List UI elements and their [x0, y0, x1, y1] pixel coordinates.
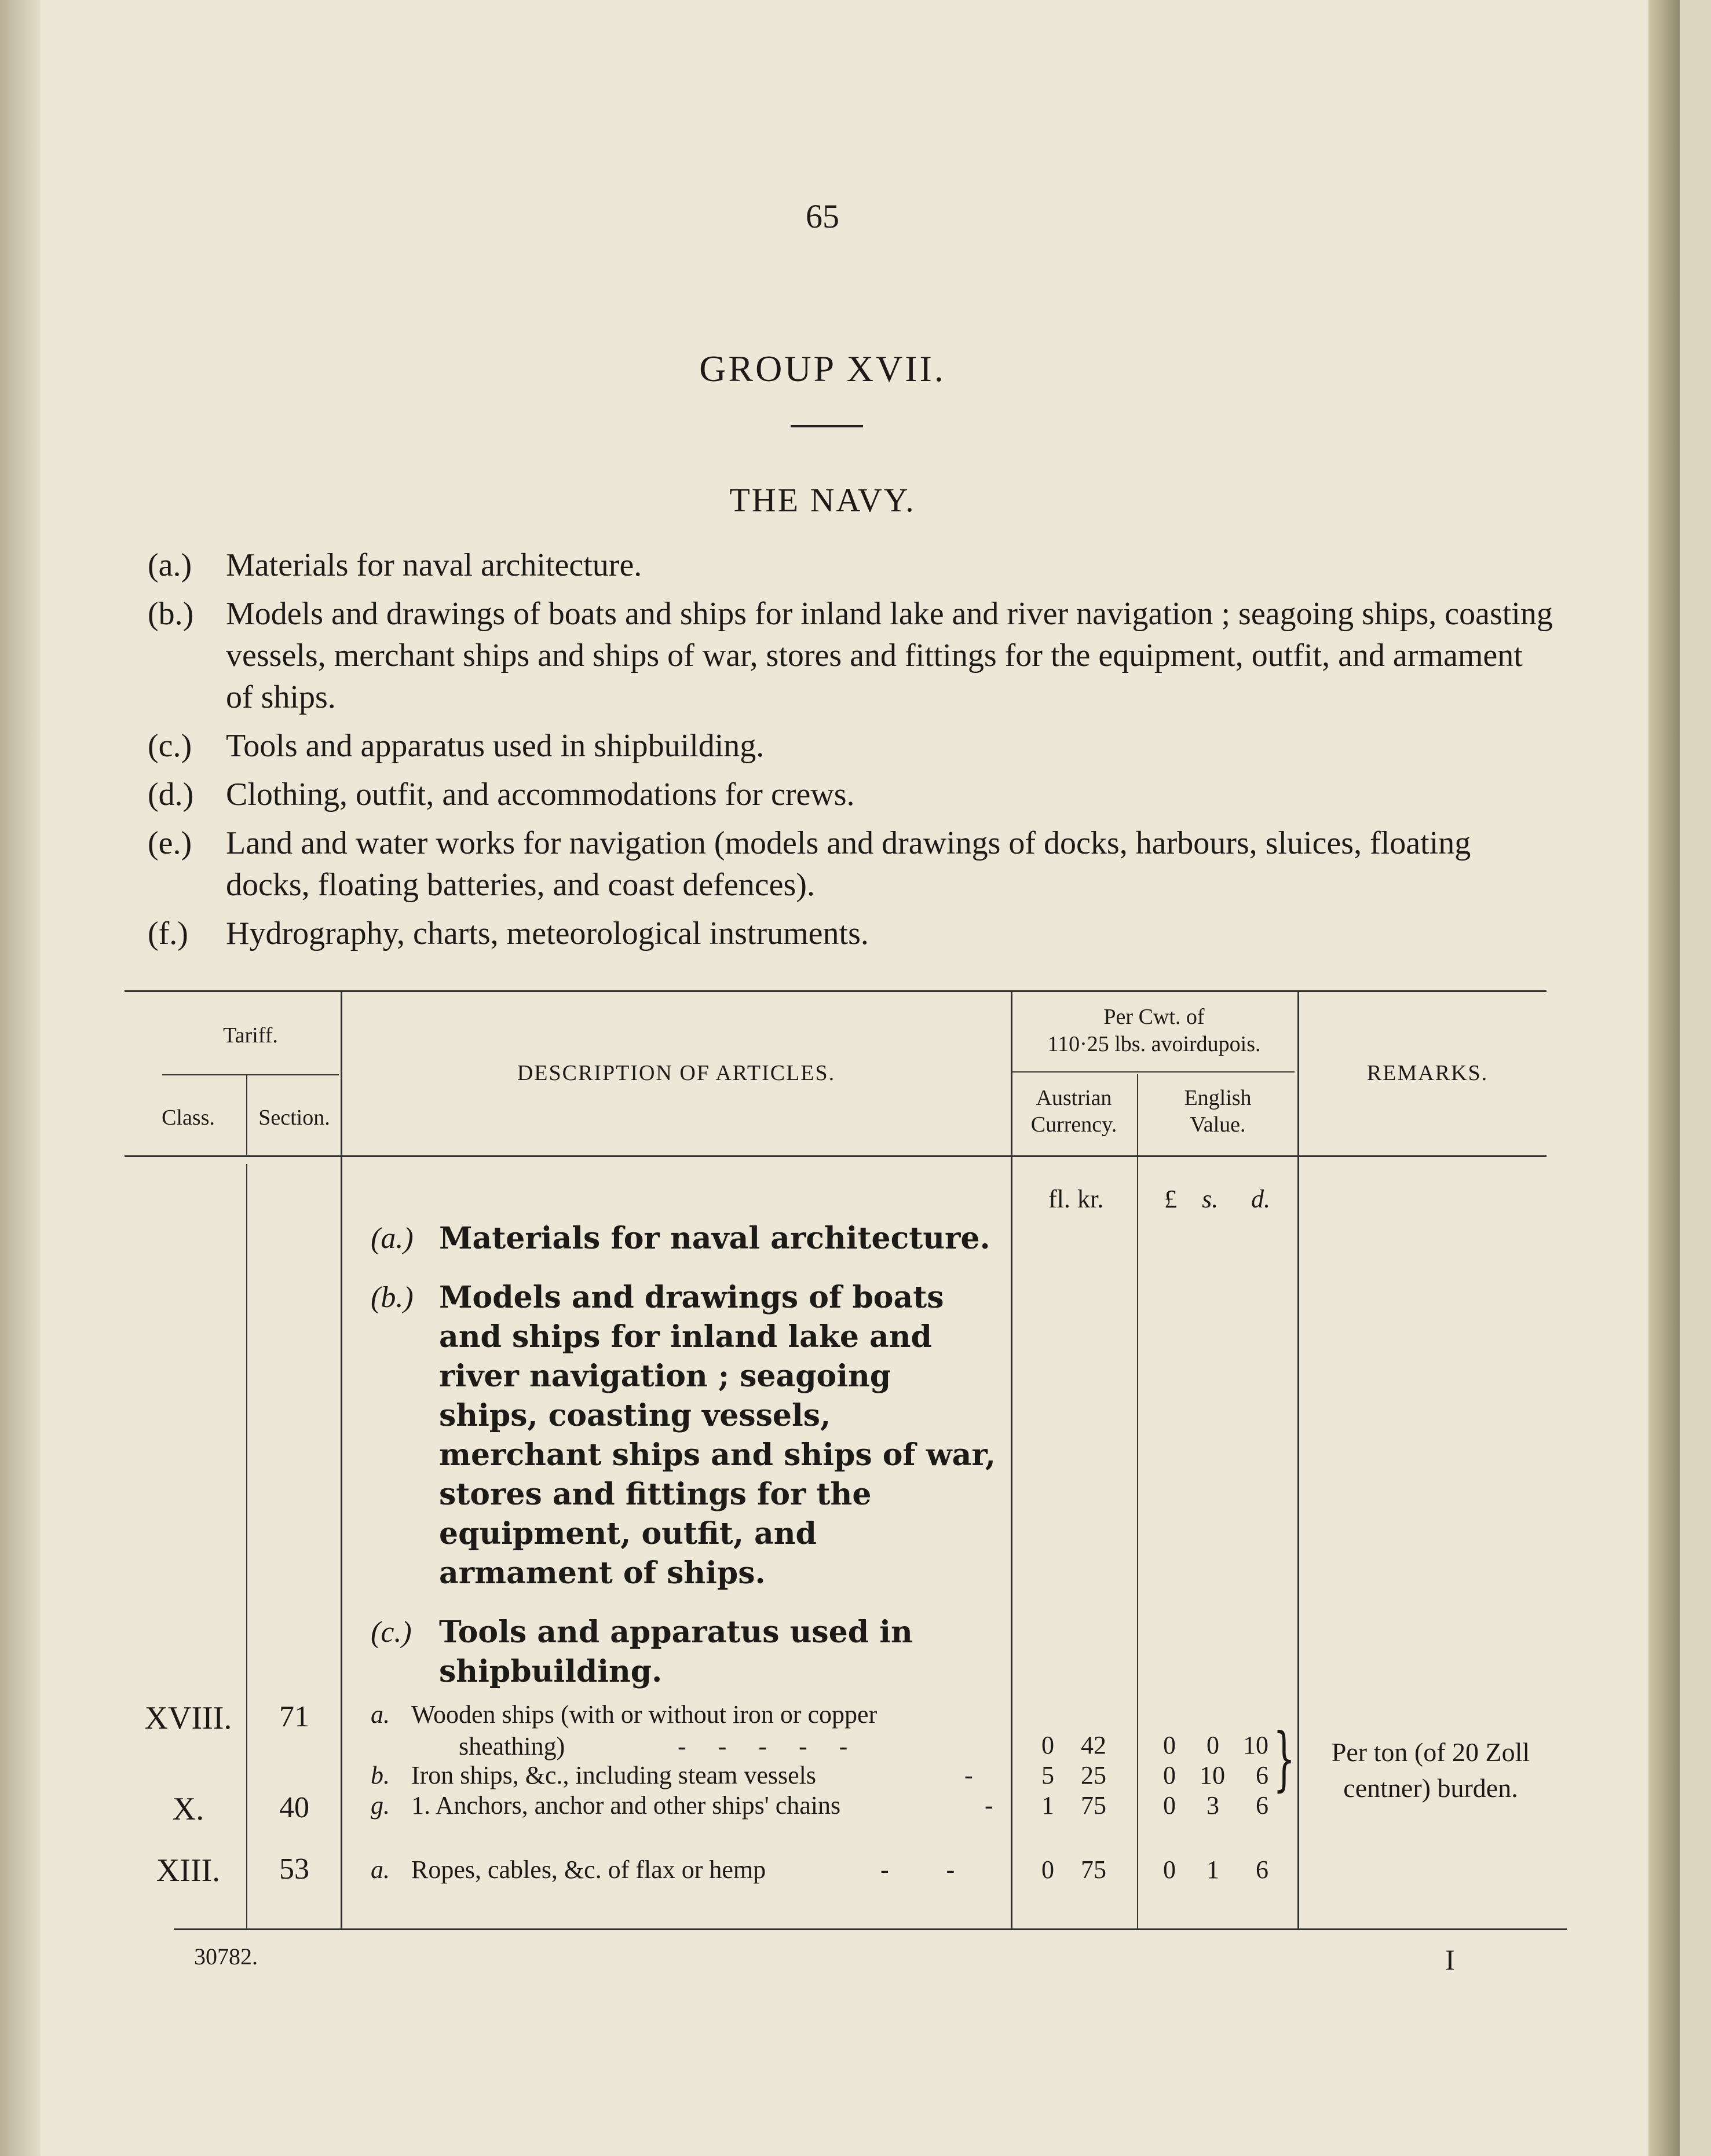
row-section: 53: [279, 1853, 309, 1886]
row-shilling: 1: [1207, 1855, 1219, 1884]
row-letter: b.: [371, 1761, 390, 1789]
row-section: 71: [279, 1700, 309, 1733]
intro-item-text: Clothing, outfit, and accommodations for crews.: [226, 777, 855, 812]
intro-item-mark: (e.): [148, 825, 192, 861]
header-tariff: Tariff.: [223, 1023, 278, 1048]
bold-item-mark: (b.): [371, 1281, 414, 1314]
intro-list: [148, 544, 1555, 961]
row-leader: - -: [880, 1855, 955, 1884]
table-bottom-rule: [174, 1928, 1567, 1930]
intro-item: [148, 593, 1555, 718]
bold-item-text: Models and drawings of boats and ships for inland lake and river navigation ; seagoing ships, coasting vessels, merchant ships and ships of war, stores and fittings for the equipment, outfit, and armament of ships.: [439, 1280, 996, 1591]
bold-item-mark: (c.): [371, 1616, 412, 1649]
row-fl: 0: [1041, 1731, 1054, 1759]
intro-item-text: Tools and apparatus used in shipbuilding.: [226, 728, 765, 764]
page-edge: [1648, 0, 1680, 2156]
intro-item: [148, 725, 1555, 767]
header-english-value: Value.: [1190, 1112, 1246, 1137]
header-per-cwt-weight: 110·25 lbs. avoirdupois.: [1047, 1032, 1261, 1056]
row-fl: 0: [1041, 1855, 1054, 1884]
header-per-cwt: Per Cwt. of: [1103, 1005, 1205, 1029]
intro-item-mark: (c.): [148, 728, 192, 764]
row-letter: a.: [371, 1855, 390, 1884]
page-number: 65: [806, 197, 839, 235]
bold-item-text: Materials for naval architecture.: [439, 1221, 990, 1256]
row-description: 1. Anchors, anchor and other ships' chains: [411, 1791, 841, 1820]
row-pound: 0: [1163, 1855, 1176, 1884]
row-kr: 25: [1081, 1761, 1106, 1789]
header-section: Section.: [258, 1106, 330, 1130]
bold-item: [371, 1278, 996, 1593]
header-english: English: [1184, 1086, 1252, 1110]
brace-icon: }: [1273, 1719, 1296, 1799]
row-kr: 75: [1081, 1791, 1106, 1820]
intro-item-mark: (d.): [148, 777, 194, 812]
row-class: X.: [172, 1791, 204, 1827]
row-description: Iron ships, &c., including steam vessels: [411, 1761, 817, 1789]
intro-item-mark: (a.): [148, 547, 192, 583]
footer-code: 30782.: [194, 1943, 258, 1970]
signature-mark: I: [1445, 1943, 1455, 1976]
bold-item-mark: (a.): [371, 1222, 414, 1255]
unit-fl: fl.: [1048, 1185, 1070, 1213]
intro-item-text: Materials for naval architecture.: [226, 547, 642, 583]
header-bottom-rule: [125, 1155, 1547, 1157]
row-leader: -: [964, 1761, 973, 1789]
intro-item-text: Land and water works for navigation (models and drawings of docks, harbours, sluices, floating docks, floating batteries, and coast defences).: [226, 825, 1471, 903]
header-description: DESCRIPTION OF ARTICLES.: [517, 1061, 836, 1085]
row-shilling: 0: [1207, 1731, 1219, 1759]
header-austrian-currency: Currency.: [1030, 1112, 1117, 1137]
intro-item: [148, 822, 1555, 906]
row-letter: a.: [371, 1700, 390, 1729]
row-fl: 1: [1041, 1791, 1054, 1820]
row-pence: 6: [1256, 1761, 1268, 1789]
intro-item-text: Hydrography, charts, meteorological instruments.: [226, 916, 869, 951]
intro-item: [148, 544, 1555, 586]
row-pence: 10: [1243, 1731, 1268, 1759]
row-fl: 5: [1041, 1761, 1054, 1789]
per-cwt-rule: [1011, 1071, 1295, 1072]
currency-value-divider: [1137, 1074, 1138, 1928]
row-section: 40: [279, 1791, 309, 1824]
bold-item: [371, 1613, 996, 1692]
class-section-divider-top: [246, 1074, 247, 1155]
unit-kr: kr.: [1077, 1185, 1104, 1213]
intro-item: [148, 774, 1555, 815]
row-kr: 42: [1081, 1731, 1106, 1759]
unit-pound: £: [1164, 1185, 1177, 1213]
row-description-cont: sheathing): [459, 1732, 565, 1760]
remarks-text: Per ton (of 20 Zoll centner) burden.: [1331, 1737, 1530, 1803]
tariff-rule: [162, 1074, 339, 1075]
table-top-rule: [125, 990, 1547, 992]
row-pence: 6: [1256, 1791, 1268, 1820]
row-shilling: 3: [1207, 1791, 1219, 1820]
unit-pence: d.: [1251, 1185, 1270, 1213]
row-letter: g.: [371, 1791, 390, 1820]
row-leader: - - - - -: [678, 1732, 848, 1760]
row-description: Ropes, cables, &c. of flax or hemp: [411, 1855, 766, 1884]
header-remarks: REMARKS.: [1366, 1061, 1489, 1085]
row-pound: 0: [1163, 1791, 1176, 1820]
section-desc-divider: [341, 990, 342, 1928]
bold-item: [371, 1219, 996, 1258]
row-pound: 0: [1163, 1761, 1176, 1789]
group-title: GROUP XVII.: [699, 348, 946, 389]
class-section-divider: [246, 1164, 247, 1928]
header-class: Class.: [162, 1106, 215, 1130]
row-pence: 6: [1256, 1855, 1268, 1884]
row-class: XVIII.: [144, 1700, 232, 1736]
section-title: THE NAVY.: [729, 481, 916, 519]
header-austrian: Austrian: [1036, 1086, 1112, 1110]
row-class: XIII.: [156, 1853, 221, 1888]
row-leader: -: [985, 1791, 993, 1820]
bold-item-text: Tools and apparatus used in shipbuilding.: [439, 1615, 913, 1689]
intro-item: [148, 913, 1555, 954]
intro-item-mark: (f.): [148, 916, 188, 951]
bold-item-list: [371, 1219, 996, 1711]
title-rule: [791, 425, 863, 427]
row-kr: 75: [1081, 1855, 1106, 1884]
unit-shilling: s.: [1202, 1185, 1219, 1213]
row-description: Wooden ships (with or without iron or copper: [411, 1700, 878, 1729]
row-shilling: 10: [1200, 1761, 1225, 1789]
row-pound: 0: [1163, 1731, 1176, 1759]
intro-item-text: Models and drawings of boats and ships for inland lake and river navigation ; seagoing ships, coasting vessels, merchant ships and ships of war, stores and fittings for the equipment, outfit, and armament of ships.: [226, 596, 1553, 715]
intro-item-mark: (b.): [148, 596, 194, 632]
